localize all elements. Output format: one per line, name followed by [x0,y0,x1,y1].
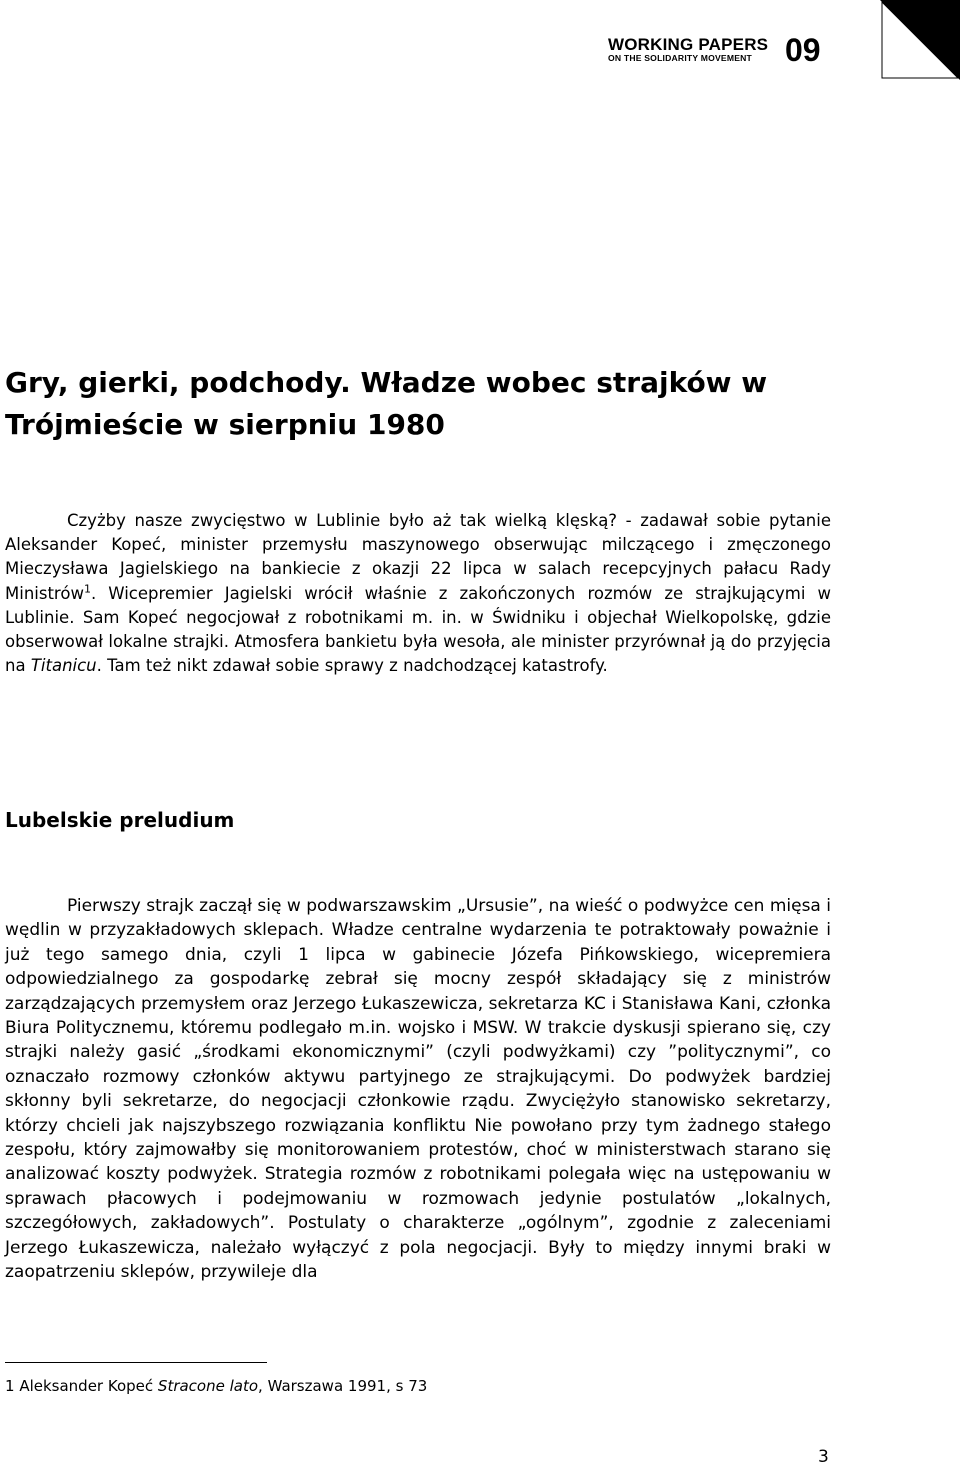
intro-text-middle: . Wicepremier Jagielski wrócił właśnie z zakończonych rozmów ze strajkującymi w Lublinie. Sam Kopeć negocjował z robotnikami m. in. w Świdniku i objechał Wielkopolskę, gdzie obserwował lokalne strajki. Atmosfera bankietu była wesoła, ale minister przyrównał ją do przyjęcia na [5,583,831,676]
footnote-author: Aleksander Kopeć [19,1377,154,1395]
intro-text-start: Czyżby nasze zwycięstwo w Lublinie było aż tak wielką klęską? - zadawał sobie pytanie Aleksander Kopeć, minister przemysłu maszynowego obserwując milczącego i zmęczonego Mieczysława Jagielskiego na bankiecie z okazji 22 lipca w salach recepcyjnych pałacu Rady Ministrów [5,511,831,603]
series-subtitle: ON THE SOLIDARITY MOVEMENT [608,53,752,63]
intro-text-end: . Tam też nikt zdawał sobie sprawy z nadchodzącej katastrofy. [96,656,608,676]
corner-triangle-mark [880,0,960,80]
footnote-reference: 1 [83,582,91,596]
intro-paragraph [5,509,831,678]
page-number: 3 [818,1447,829,1467]
article-title: Gry, gierki, podchody. Władze wobec strajków w Trójmieście w sierpniu 1980 [5,366,768,441]
series-logo [608,36,772,63]
issue-number: 09 [785,32,821,68]
section-heading: Lubelskie preludium [5,808,235,832]
series-title: WORKING PAPERS [608,35,769,54]
footnote-divider [5,1362,267,1363]
ship-name: Titanicu [30,656,97,676]
footnote-book-title: Stracone lato [157,1377,259,1395]
footnote-number: 1 [5,1377,15,1395]
footnote-details: , Warszawa 1991, s 73 [258,1377,428,1395]
body-paragraph: Pierwszy strajk zaczął się w podwarszawskim „Ursusie”, na wieść o podwyżce cen mięsa i wędlin w przyzakładowych sklepach. Władze centralne wydarzenia te potraktowały poważnie i już tego samego dnia, czyli 1 lipca w gabinecie Józefa Pińkowskiego, wicepremiera odpowiedzialnego za gospodarkę zebrał się mocny zespół składający się z ministrów zarządzających przemysłem oraz Jerzego Łukaszewicza, sekretarza KC i Stanisława Kani, członka Biura Politycznemu, któremu podlegało m.in. wojsko i MSW. W trakcie dyskusji spierano się, czy strajki należy gasić „środkami ekonomicznymi” (czyli podwyżkami) czy ”politycznymi”, co oznaczało rozmowy członków aktywu partyjnego ze strajkującymi. Do podwyżek bardziej skłonny byli sekretarze, do negocjacji członkowie rządu. Zwyciężyło stanowisko sekretarzy, którzy chcieli jak najszybszego rozwiązania konfliktu Nie powołano przy tym żadnego stałego zespołu, który zajmowałby się monitorowaniem protestów, choć w ministerstwach starano się analizować koszty podwyżek. Strategia rozmów z robotnikami polegała więc na ustępowaniu w sprawach płacowych i podejmowaniu w rozmowach jedynie postulatów „lokalnych, szczegółowych, zakładowych”. Postulaty o charakterze „ogólnym”, zgodnie z zaleceniami Jerzego Łukaszewicza, należało wyłączyć z pola negocjacji. Były to między innymi braki w zaopatrzeniu sklepów, przywileje dla [5,896,831,1283]
footnote [5,1375,427,1397]
